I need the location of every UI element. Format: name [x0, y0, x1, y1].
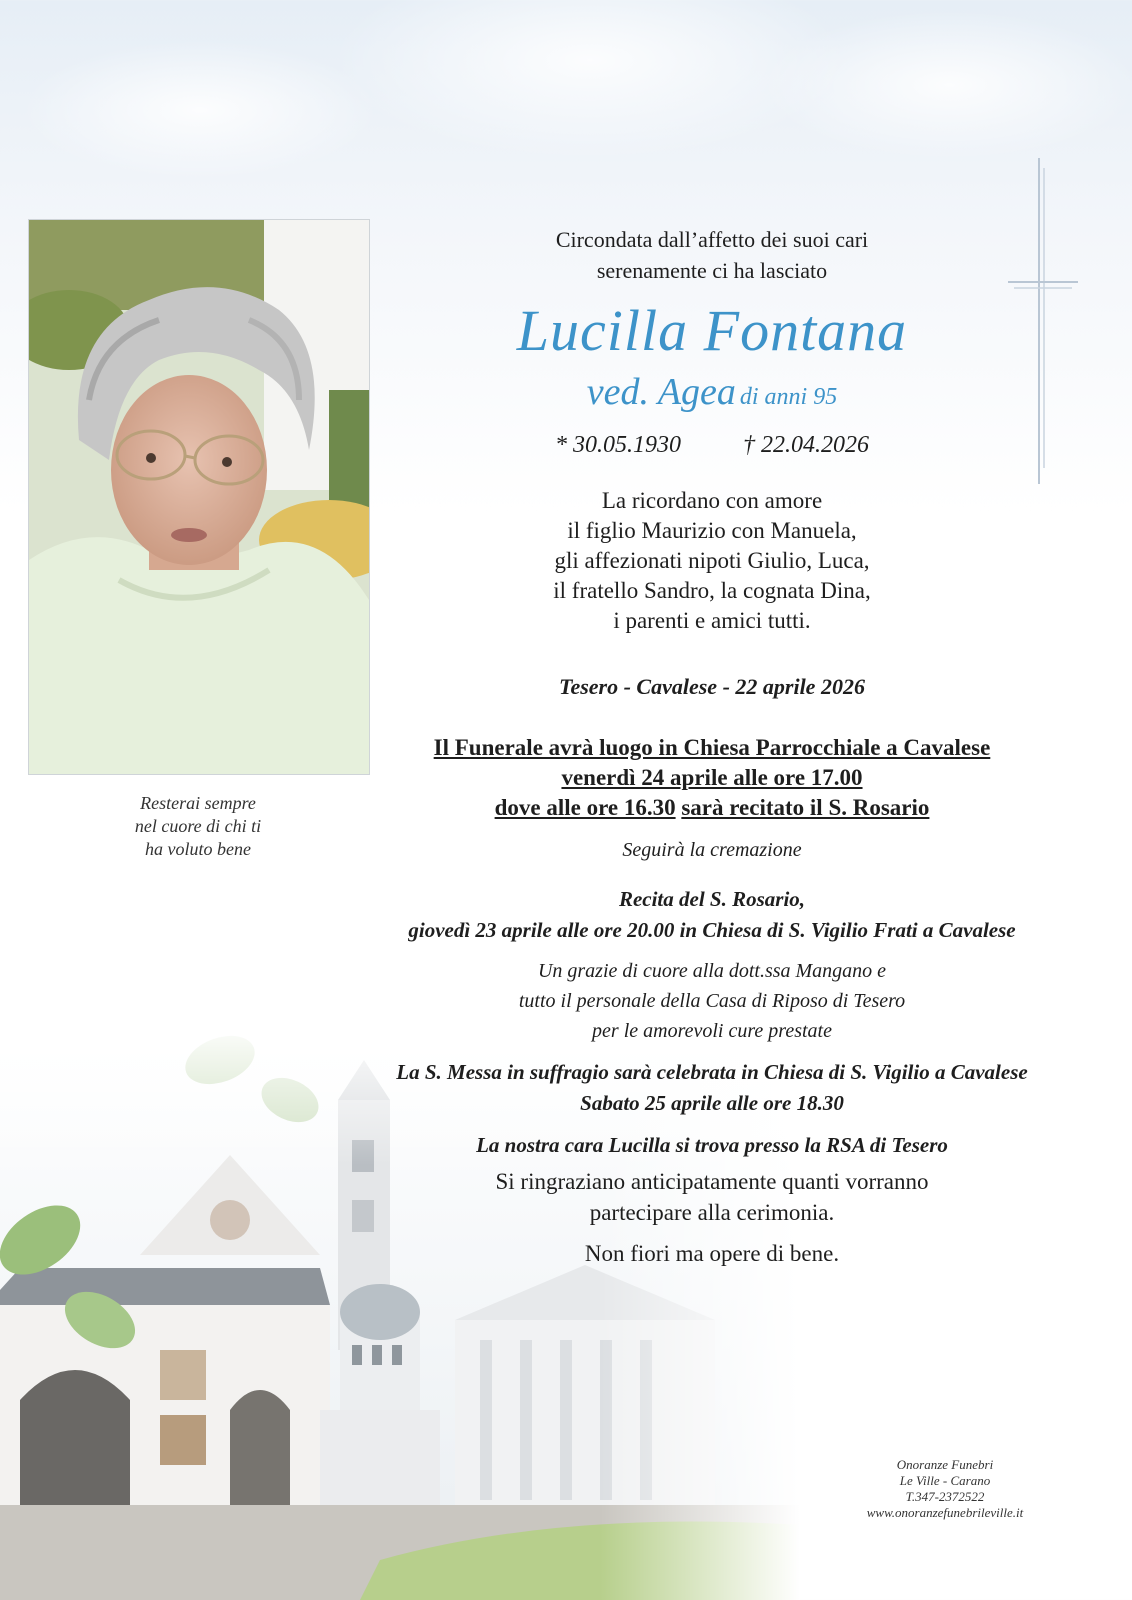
rosary-line: Recita del S. Rosario, [618, 887, 806, 911]
thanks-line: Un grazie di cuore alla dott.ssa Mangano e [537, 960, 887, 982]
mass-info [300, 1057, 1124, 1119]
life-dates [300, 432, 1124, 459]
closing-line: Si ringraziano anticipatamente quanti vorranno [495, 1169, 929, 1194]
family-line: gli affezionati nipoti Giulio, Luca, [554, 548, 870, 573]
photo-caption [88, 792, 308, 861]
funeral-line: sarà recitato il S. Rosario [681, 795, 930, 820]
sky-cloud [20, 40, 380, 180]
closing-note [300, 1166, 1124, 1269]
funeral-line: Il Funerale avrà luogo in Chiesa Parrocchiale a Cavalese [433, 735, 991, 760]
deceased-name: Lucilla Fontana [516, 298, 908, 363]
funeral-home-info [810, 1457, 1080, 1521]
family-line: il fratello Sandro, la cognata Dina, [553, 578, 871, 603]
widow-of: ved. Agea [586, 371, 736, 413]
funeral-home-website: www.onoranzefunebrileville.it [866, 1505, 1024, 1520]
thanks-line: tutto il personale della Casa di Riposo di Tesero [518, 990, 906, 1012]
caption-line: ha voluto bene [145, 839, 251, 859]
rosary-line: giovedì 23 aprile alle ore 20.00 in Chiesa di S. Vigilio Frati a Cavalese [408, 918, 1016, 942]
funeral-info [300, 733, 1124, 823]
caption-line: nel cuore di chi ti [134, 816, 262, 836]
death-date: † 22.04.2026 [743, 432, 869, 458]
rsa-note: La nostra cara Lucilla si trova presso la RSA di Tesero [476, 1133, 948, 1157]
birth-date: * 30.05.1930 [555, 432, 681, 458]
funeral-line: dove alle ore 16.30 [494, 795, 676, 820]
thanks-note [300, 956, 1124, 1046]
funeral-home-line: Onoranze Funebri [896, 1457, 994, 1472]
mass-line: La S. Messa in suffragio sarà celebrata in Chiesa di S. Vigilio a Cavalese [396, 1060, 1028, 1084]
sky-cloud [760, 10, 1132, 160]
caption-line: Resterai sempre [140, 793, 256, 813]
widow-line [300, 370, 1124, 414]
funeral-home-line: Le Ville - Carano [899, 1473, 991, 1488]
age: di anni 95 [739, 384, 838, 410]
funeral-home-phone: T.347-2372522 [905, 1489, 985, 1504]
cremation-note: Seguirà la cremazione [622, 839, 802, 861]
thanks-line: per le amorevoli cure prestate [592, 1020, 832, 1042]
family-line: il figlio Maurizio con Manuela, [567, 518, 857, 543]
intro-line: Circondata dall’affetto dei suoi cari [555, 227, 869, 252]
closing-line: partecipare alla cerimonia. [589, 1200, 835, 1225]
closing-line: Non fiori ma opere di bene. [584, 1241, 840, 1266]
family-line: i parenti e amici tutti. [613, 608, 811, 633]
family-line: La ricordano con amore [601, 488, 823, 513]
place-date: Tesero - Cavalese - 22 aprile 2026 [559, 674, 865, 699]
funeral-line: venerdì 24 aprile alle ore 17.00 [561, 765, 863, 790]
mass-line: Sabato 25 aprile alle ore 18.30 [580, 1091, 844, 1115]
intro-line: serenamente ci ha lasciato [596, 258, 828, 283]
rosary-info [300, 884, 1124, 946]
family-list [300, 486, 1124, 636]
intro-text [300, 224, 1124, 286]
